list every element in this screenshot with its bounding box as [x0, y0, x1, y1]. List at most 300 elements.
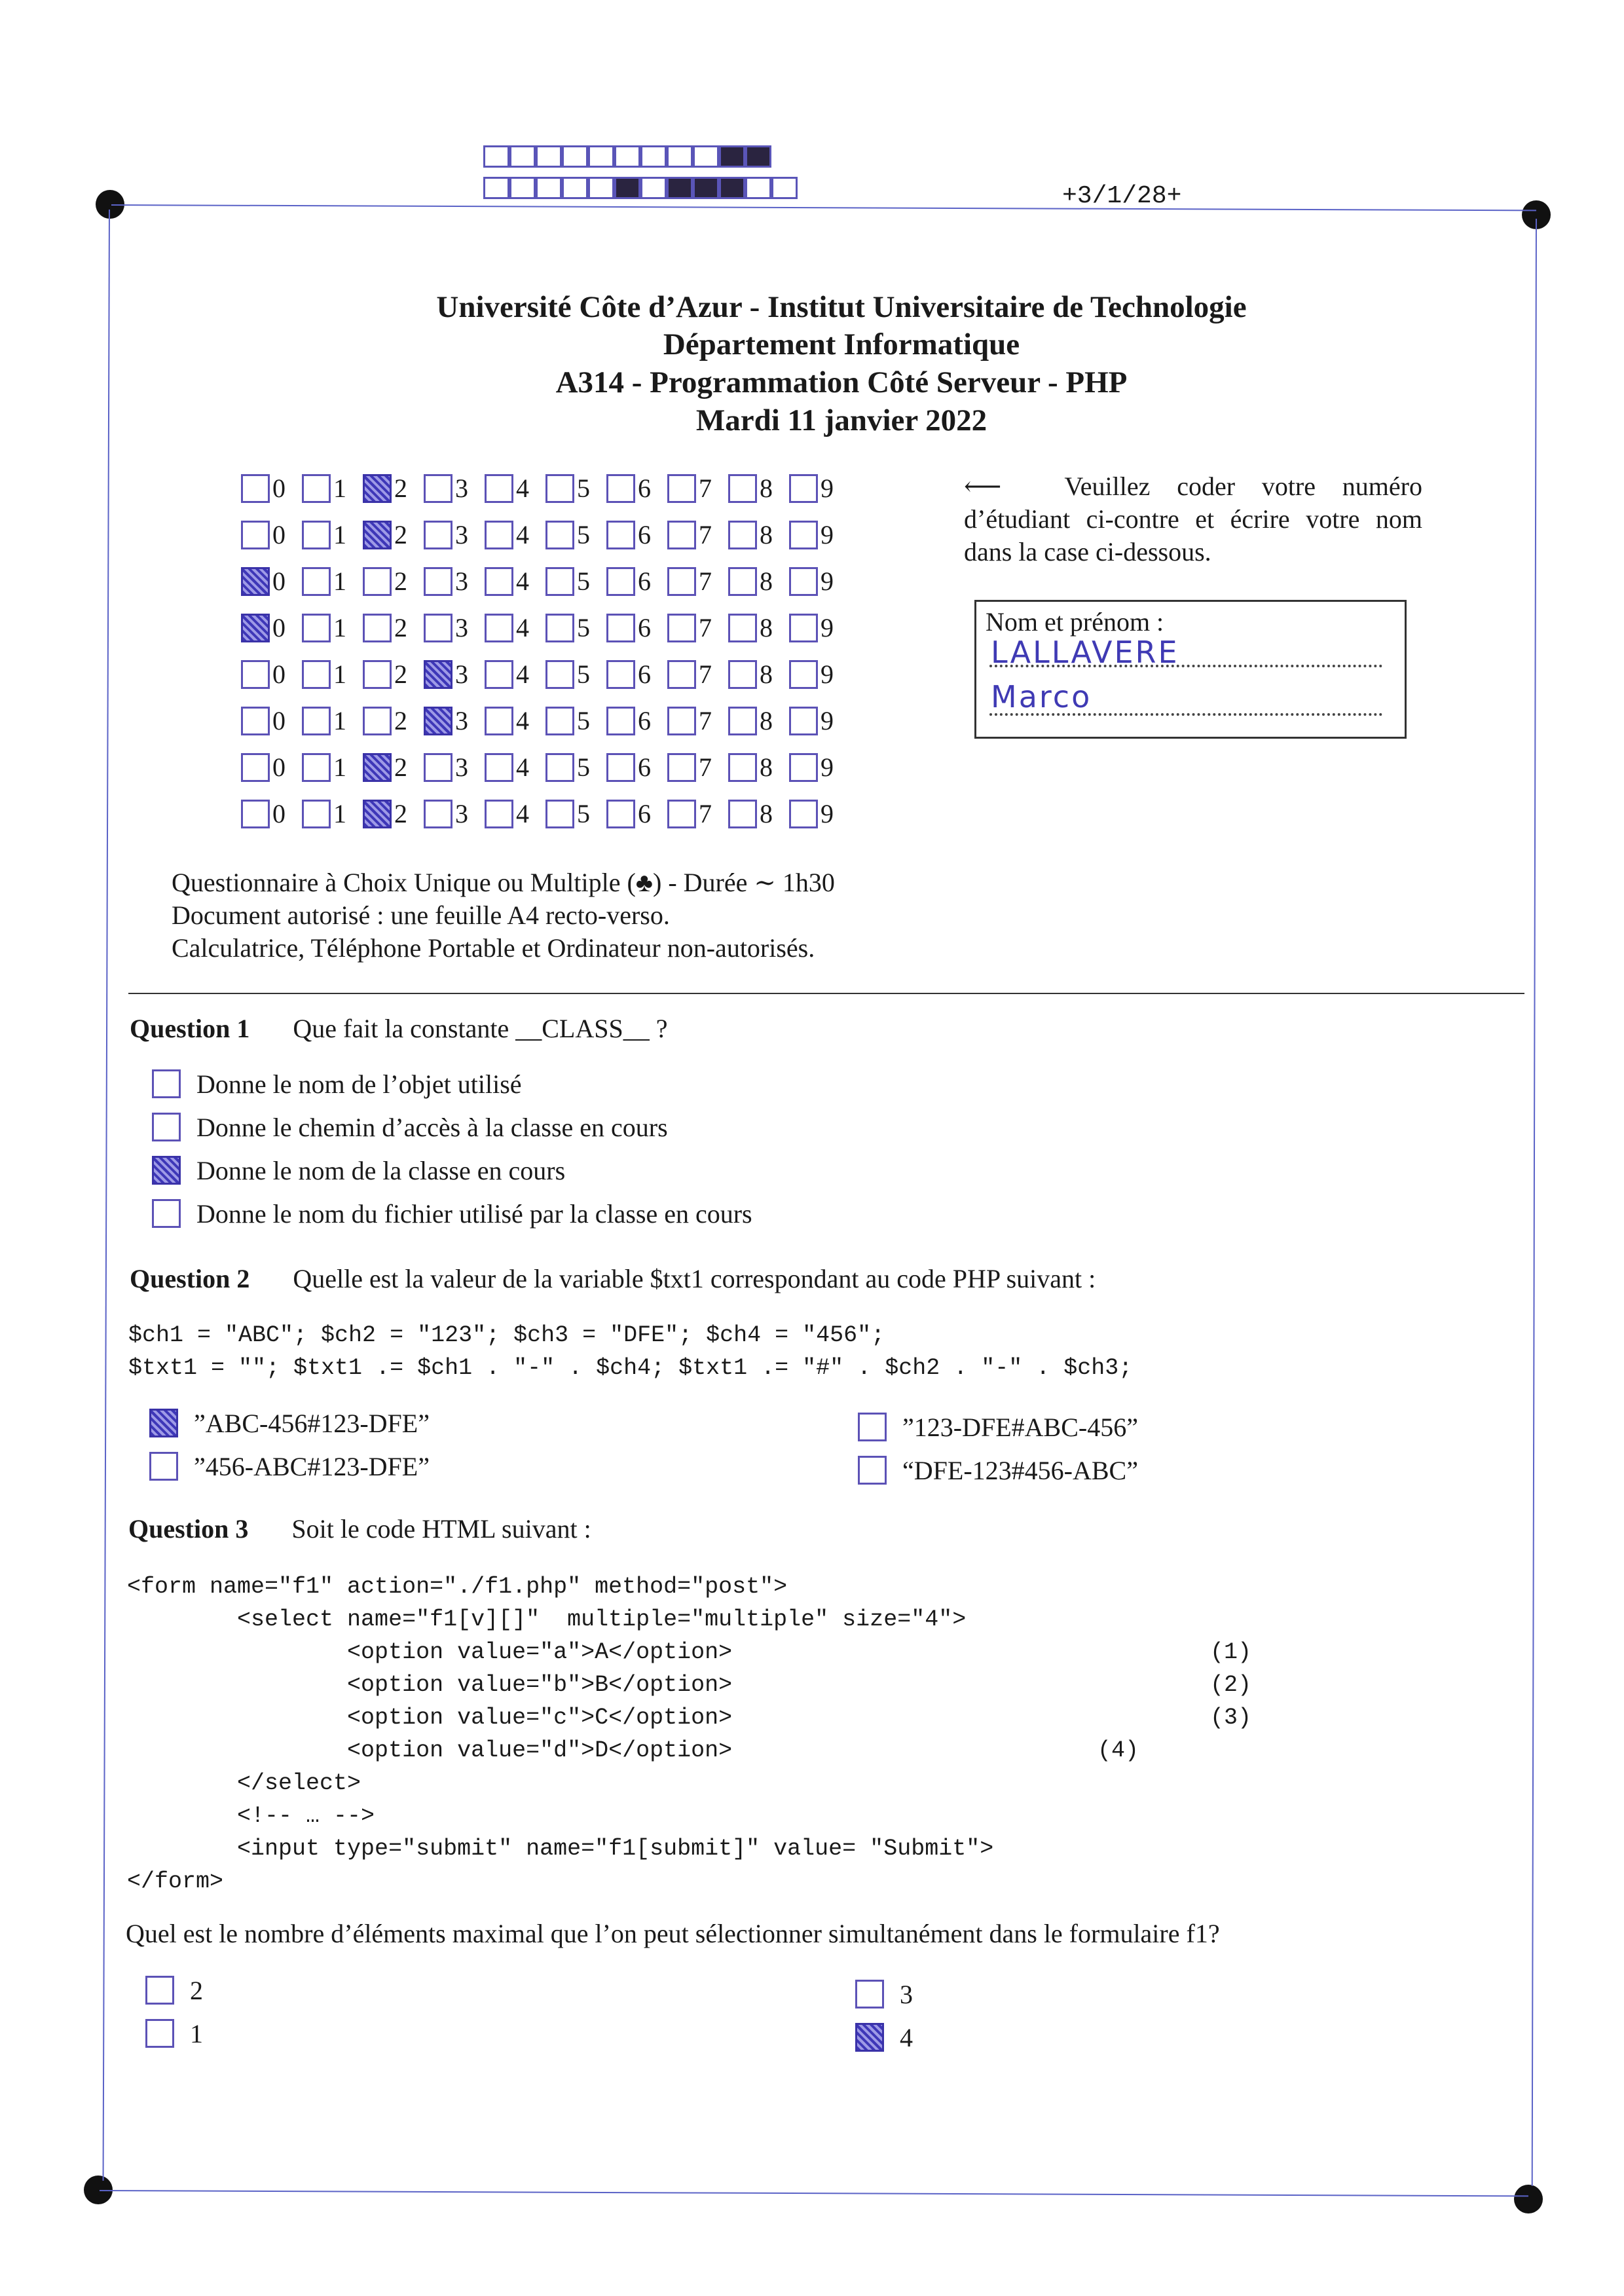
- digit-label: 5: [577, 799, 590, 828]
- digit-checkbox[interactable]: [789, 474, 818, 503]
- answer-checkbox[interactable]: [858, 1456, 887, 1485]
- scanner-code-cell: [693, 145, 719, 168]
- digit-label: 5: [577, 520, 590, 549]
- marker-1: (1): [1210, 1639, 1252, 1665]
- answer-option[interactable]: [855, 1972, 913, 2016]
- digit-checkbox[interactable]: [728, 614, 757, 642]
- digit-option: [789, 697, 850, 744]
- code-line: <form name="f1" action="./f1.php" method="post">: [127, 1574, 788, 1600]
- digit-option: [424, 697, 485, 744]
- digit-checkbox[interactable]: [363, 660, 392, 689]
- digit-checkbox[interactable]: [485, 753, 513, 782]
- scanner-code-cell: [667, 145, 693, 168]
- question-2-label: Question 2: [130, 1264, 250, 1293]
- answer-option[interactable]: [145, 1969, 203, 2012]
- digit-option: [424, 511, 485, 558]
- digit-option: [667, 744, 728, 790]
- digit-option: [424, 465, 485, 511]
- digit-option: [241, 651, 302, 697]
- digit-checkbox[interactable]: [302, 474, 331, 503]
- digit-checkbox[interactable]: [789, 800, 818, 828]
- answer-text: Donne le nom de la classe en cours: [196, 1155, 566, 1185]
- digit-checkbox[interactable]: [241, 521, 270, 549]
- course-title: A314 - Programmation Côté Serveur - PHP: [555, 365, 1128, 399]
- answer-option[interactable]: [858, 1405, 1138, 1449]
- answer-option[interactable]: [855, 2016, 913, 2059]
- digit-option: [606, 744, 667, 790]
- answer-checkbox[interactable]: [858, 1413, 887, 1441]
- digit-option: [789, 511, 850, 558]
- frame-bottom: [100, 2190, 1528, 2196]
- answer-checkbox[interactable]: [855, 2023, 884, 2052]
- answer-option[interactable]: [152, 1105, 752, 1149]
- student-number-row: [241, 558, 850, 604]
- code-line: <!-- … -->: [127, 1803, 375, 1829]
- digit-option: [728, 651, 789, 697]
- answer-checkbox[interactable]: [145, 2019, 174, 2048]
- digit-checkbox[interactable]: [789, 521, 818, 549]
- digit-option: [728, 558, 789, 604]
- digit-option: [241, 511, 302, 558]
- answer-text: “DFE-123#456-ABC”: [902, 1455, 1138, 1485]
- digit-checkbox[interactable]: [302, 800, 331, 828]
- digit-checkbox[interactable]: [606, 614, 635, 642]
- question-3-question: Quel est le nombre d’éléments maximal que l’on peut sélectionner simultanément dans le formulaire f1?: [126, 1919, 1220, 1948]
- digit-checkbox[interactable]: [424, 800, 452, 828]
- marker-3: (3): [1210, 1705, 1252, 1731]
- digit-checkbox[interactable]: [302, 707, 331, 735]
- scanner-code-cell: [745, 177, 771, 199]
- digit-checkbox[interactable]: [241, 567, 270, 596]
- digit-option: [545, 651, 606, 697]
- university-title: Université Côte d’Azur - Institut Universitaire de Technologie: [436, 290, 1247, 324]
- digit-option: [424, 651, 485, 697]
- answer-text: 4: [900, 2022, 913, 2052]
- digit-label: 3: [455, 706, 468, 735]
- digit-checkbox[interactable]: [667, 521, 696, 549]
- name-label: Nom et prénom :: [986, 607, 1164, 637]
- frame-right: [1532, 219, 1537, 2186]
- digit-label: 8: [760, 473, 773, 503]
- digit-option: [728, 744, 789, 790]
- digit-checkbox[interactable]: [606, 567, 635, 596]
- digit-checkbox[interactable]: [728, 521, 757, 549]
- answer-checkbox[interactable]: [145, 1976, 174, 2005]
- digit-option: [241, 465, 302, 511]
- digit-label: 4: [516, 613, 529, 642]
- digit-option: [667, 790, 728, 837]
- digit-label: 0: [272, 520, 286, 549]
- digit-label: 2: [394, 520, 407, 549]
- digit-label: 4: [516, 520, 529, 549]
- digit-label: 7: [699, 473, 712, 503]
- answer-checkbox[interactable]: [149, 1409, 178, 1437]
- digit-label: 7: [699, 799, 712, 828]
- digit-option: [606, 790, 667, 837]
- digit-option: [485, 790, 545, 837]
- digit-label: 3: [455, 520, 468, 549]
- digit-checkbox[interactable]: [241, 660, 270, 689]
- scanner-code-cell: [588, 177, 614, 199]
- answer-checkbox[interactable]: [152, 1069, 181, 1098]
- digit-checkbox[interactable]: [728, 660, 757, 689]
- digit-checkbox[interactable]: [728, 707, 757, 735]
- scanner-code-cell: [640, 145, 667, 168]
- digit-option: [545, 744, 606, 790]
- answer-text: 1: [190, 2018, 203, 2048]
- digit-checkbox[interactable]: [728, 800, 757, 828]
- digit-label: 2: [394, 752, 407, 782]
- digit-option: [606, 511, 667, 558]
- digit-checkbox[interactable]: [667, 614, 696, 642]
- digit-checkbox[interactable]: [424, 567, 452, 596]
- digit-label: 7: [699, 613, 712, 642]
- question-2-header: [130, 1263, 1096, 1295]
- digit-option: [302, 558, 363, 604]
- question-3-header: [128, 1513, 591, 1546]
- digit-option: [667, 697, 728, 744]
- digit-checkbox[interactable]: [606, 707, 635, 735]
- digit-checkbox[interactable]: [545, 474, 574, 503]
- digit-label: 4: [516, 659, 529, 689]
- digit-checkbox[interactable]: [667, 660, 696, 689]
- question-2-options-left: [149, 1401, 430, 1488]
- scanner-code-row-1: [483, 145, 798, 168]
- question-1-label: Question 1: [130, 1014, 250, 1043]
- answer-checkbox[interactable]: [149, 1452, 178, 1481]
- digit-label: 1: [333, 706, 346, 735]
- exam-date: Mardi 11 janvier 2022: [695, 403, 987, 437]
- digit-checkbox[interactable]: [363, 614, 392, 642]
- registration-mark-bottom-right: [1514, 2185, 1543, 2213]
- digit-checkbox[interactable]: [241, 474, 270, 503]
- digit-option: [728, 604, 789, 651]
- digit-option: [363, 790, 424, 837]
- digit-option: [302, 511, 363, 558]
- answer-option[interactable]: [149, 1401, 430, 1445]
- digit-option: [728, 697, 789, 744]
- name-box: [974, 600, 1407, 739]
- digit-option: [363, 604, 424, 651]
- digit-checkbox[interactable]: [728, 567, 757, 596]
- digit-label: 5: [577, 706, 590, 735]
- digit-option: [667, 465, 728, 511]
- digit-label: 6: [638, 752, 651, 782]
- digit-checkbox[interactable]: [485, 614, 513, 642]
- department-title: Département Informatique: [663, 327, 1020, 361]
- digit-checkbox[interactable]: [667, 800, 696, 828]
- scanner-code-cell: [719, 177, 745, 199]
- digit-checkbox[interactable]: [302, 614, 331, 642]
- digit-checkbox[interactable]: [606, 474, 635, 503]
- instructions-text: Veuillez coder votre numéro d’étudiant ci-contre et écrire votre nom dans la case ci-dessous.: [964, 472, 1422, 566]
- digit-label: 4: [516, 752, 529, 782]
- scanner-code-cell: [614, 145, 640, 168]
- digit-label: 3: [455, 752, 468, 782]
- answer-text: ”ABC-456#123-DFE”: [194, 1408, 430, 1438]
- digit-label: 4: [516, 566, 529, 596]
- digit-checkbox[interactable]: [424, 753, 452, 782]
- scanner-code-cell: [588, 145, 614, 168]
- answer-text: 3: [900, 1979, 913, 2009]
- question-1-text: Que fait la constante __CLASS__ ?: [293, 1014, 668, 1043]
- digit-checkbox[interactable]: [606, 660, 635, 689]
- digit-checkbox[interactable]: [485, 474, 513, 503]
- answer-option[interactable]: [152, 1062, 752, 1105]
- scanner-code-cell: [509, 177, 536, 199]
- last-name-handwritten[interactable]: LALLAVERE: [991, 635, 1179, 670]
- digit-checkbox[interactable]: [424, 521, 452, 549]
- scanner-code-cell: [667, 177, 693, 199]
- digit-label: 9: [821, 659, 834, 689]
- digit-label: 6: [638, 659, 651, 689]
- answer-option[interactable]: [149, 1445, 430, 1488]
- digit-option: [545, 604, 606, 651]
- digit-label: 2: [394, 706, 407, 735]
- digit-option: [241, 790, 302, 837]
- digit-option: [424, 744, 485, 790]
- digit-checkbox[interactable]: [485, 660, 513, 689]
- digit-checkbox[interactable]: [545, 660, 574, 689]
- digit-label: 5: [577, 473, 590, 503]
- digit-label: 2: [394, 473, 407, 503]
- digit-label: 1: [333, 659, 346, 689]
- digit-label: 8: [760, 659, 773, 689]
- student-number-row: [241, 465, 850, 511]
- digit-option: [302, 744, 363, 790]
- digit-label: 2: [394, 613, 407, 642]
- scanner-code-cell: [719, 145, 745, 168]
- digit-option: [545, 558, 606, 604]
- digit-checkbox[interactable]: [545, 567, 574, 596]
- digit-option: [606, 558, 667, 604]
- digit-label: 6: [638, 613, 651, 642]
- digit-checkbox[interactable]: [302, 521, 331, 549]
- digit-label: 8: [760, 752, 773, 782]
- digit-option: [545, 511, 606, 558]
- answer-checkbox[interactable]: [152, 1199, 181, 1228]
- answer-checkbox[interactable]: [152, 1156, 181, 1185]
- frame-left: [103, 210, 110, 2181]
- question-3-options-left: [145, 1969, 203, 2055]
- digit-checkbox[interactable]: [789, 567, 818, 596]
- digit-option: [363, 697, 424, 744]
- scanner-code-cell: [562, 177, 588, 199]
- question-2-options-right: [858, 1405, 1138, 1492]
- digit-option: [789, 604, 850, 651]
- digit-label: 6: [638, 799, 651, 828]
- arrow-left-icon: ⟵: [964, 472, 1002, 501]
- digit-option: [485, 511, 545, 558]
- digit-label: 0: [272, 473, 286, 503]
- digit-checkbox[interactable]: [789, 660, 818, 689]
- code-line: </select>: [127, 1770, 361, 1796]
- digit-option: [424, 558, 485, 604]
- digit-checkbox[interactable]: [241, 800, 270, 828]
- answer-option[interactable]: [858, 1449, 1138, 1492]
- digit-option: [241, 697, 302, 744]
- digit-checkbox[interactable]: [667, 753, 696, 782]
- code-line: <option value="d">D</option>: [127, 1737, 733, 1764]
- student-number-row: [241, 511, 850, 558]
- digit-checkbox[interactable]: [485, 567, 513, 596]
- answer-checkbox[interactable]: [152, 1113, 181, 1141]
- digit-option: [606, 651, 667, 697]
- digit-checkbox[interactable]: [545, 753, 574, 782]
- digit-checkbox[interactable]: [424, 707, 452, 735]
- digit-option: [363, 511, 424, 558]
- digit-checkbox[interactable]: [789, 614, 818, 642]
- digit-checkbox[interactable]: [302, 567, 331, 596]
- digit-checkbox[interactable]: [667, 707, 696, 735]
- digit-option: [728, 465, 789, 511]
- question-3-label: Question 3: [128, 1514, 249, 1544]
- coding-instructions: [964, 470, 1422, 568]
- digit-option: [302, 604, 363, 651]
- answer-option[interactable]: [152, 1192, 752, 1235]
- digit-checkbox[interactable]: [485, 707, 513, 735]
- digit-label: 9: [821, 473, 834, 503]
- digit-option: [545, 790, 606, 837]
- digit-checkbox[interactable]: [241, 707, 270, 735]
- digit-checkbox[interactable]: [241, 614, 270, 642]
- question-2-code-line-1: $ch1 = "ABC"; $ch2 = "123"; $ch3 = "DFE"; $ch4 = "456";: [128, 1322, 885, 1348]
- answer-option[interactable]: [145, 2012, 203, 2055]
- digit-checkbox[interactable]: [545, 800, 574, 828]
- digit-checkbox[interactable]: [606, 753, 635, 782]
- code-line: <option value="a">A</option>: [127, 1639, 733, 1665]
- digit-checkbox[interactable]: [363, 474, 392, 503]
- digit-option: [606, 465, 667, 511]
- answer-text: Donne le nom du fichier utilisé par la classe en cours: [196, 1198, 752, 1229]
- digit-checkbox[interactable]: [789, 753, 818, 782]
- digit-option: [728, 511, 789, 558]
- digit-option: [485, 744, 545, 790]
- digit-label: 9: [821, 706, 834, 735]
- answer-text: Donne le chemin d’accès à la classe en cours: [196, 1112, 668, 1142]
- question-3-code: [127, 1570, 993, 1898]
- answer-checkbox[interactable]: [855, 1980, 884, 2009]
- scanner-code: [483, 145, 798, 199]
- digit-option: [667, 604, 728, 651]
- digit-option: [241, 744, 302, 790]
- digit-option: [789, 744, 850, 790]
- digit-label: 7: [699, 520, 712, 549]
- student-number-row: [241, 790, 850, 837]
- digit-option: [485, 697, 545, 744]
- question-3-options-right: [855, 1972, 913, 2059]
- digit-checkbox[interactable]: [606, 521, 635, 549]
- digit-checkbox[interactable]: [485, 521, 513, 549]
- digit-label: 5: [577, 659, 590, 689]
- first-name-handwritten[interactable]: Marco: [991, 679, 1092, 714]
- digit-option: [485, 465, 545, 511]
- digit-label: 6: [638, 706, 651, 735]
- digit-option: [302, 790, 363, 837]
- digit-label: 4: [516, 799, 529, 828]
- digit-label: 9: [821, 613, 834, 642]
- digit-option: [302, 465, 363, 511]
- digit-checkbox[interactable]: [728, 474, 757, 503]
- digit-checkbox[interactable]: [667, 474, 696, 503]
- digit-label: 0: [272, 752, 286, 782]
- digit-option: [789, 465, 850, 511]
- digit-checkbox[interactable]: [302, 660, 331, 689]
- digit-label: 2: [394, 566, 407, 596]
- digit-checkbox[interactable]: [485, 800, 513, 828]
- digit-option: [485, 558, 545, 604]
- digit-label: 1: [333, 613, 346, 642]
- digit-option: [545, 697, 606, 744]
- student-number-row: [241, 744, 850, 790]
- digit-checkbox[interactable]: [363, 753, 392, 782]
- digit-label: 5: [577, 752, 590, 782]
- digit-checkbox[interactable]: [789, 707, 818, 735]
- digit-checkbox[interactable]: [606, 800, 635, 828]
- digit-checkbox[interactable]: [545, 521, 574, 549]
- digit-checkbox[interactable]: [424, 660, 452, 689]
- answer-option[interactable]: [152, 1149, 752, 1192]
- scanner-code-cell: [771, 177, 798, 199]
- digit-checkbox[interactable]: [545, 707, 574, 735]
- question-3-text: Soit le code HTML suivant :: [291, 1514, 591, 1544]
- question-1-header: [130, 1012, 667, 1045]
- digit-option: [667, 558, 728, 604]
- student-number-row: [241, 651, 850, 697]
- digit-checkbox[interactable]: [363, 707, 392, 735]
- scanner-code-cell: [562, 145, 588, 168]
- digit-option: [363, 465, 424, 511]
- digit-label: 3: [455, 799, 468, 828]
- digit-option: [545, 465, 606, 511]
- digit-checkbox[interactable]: [545, 614, 574, 642]
- digit-checkbox[interactable]: [363, 567, 392, 596]
- scanner-code-cell: [745, 145, 771, 168]
- digit-checkbox[interactable]: [728, 753, 757, 782]
- digit-checkbox[interactable]: [424, 474, 452, 503]
- digit-option: [241, 558, 302, 604]
- digit-checkbox[interactable]: [363, 800, 392, 828]
- question-2-code-line-2: $txt1 = ""; $txt1 .= $ch1 . "-" . $ch4; $txt1 .= "#" . $ch2 . "-" . $ch3;: [128, 1355, 1133, 1381]
- question-2-text: Quelle est la valeur de la variable $txt1 correspondant au code PHP suivant :: [293, 1264, 1096, 1293]
- question-1-options: [152, 1062, 752, 1235]
- digit-checkbox[interactable]: [241, 753, 270, 782]
- digit-label: 9: [821, 752, 834, 782]
- digit-label: 6: [638, 473, 651, 503]
- digit-label: 7: [699, 706, 712, 735]
- digit-label: 0: [272, 799, 286, 828]
- digit-label: 1: [333, 752, 346, 782]
- scanner-code-cell: [640, 177, 667, 199]
- digit-label: 9: [821, 799, 834, 828]
- digit-option: [363, 744, 424, 790]
- digit-label: 5: [577, 613, 590, 642]
- digit-label: 0: [272, 566, 286, 596]
- digit-label: 6: [638, 566, 651, 596]
- digit-checkbox[interactable]: [302, 753, 331, 782]
- digit-label: 4: [516, 706, 529, 735]
- student-number-grid: [241, 465, 850, 837]
- digit-checkbox[interactable]: [424, 614, 452, 642]
- digit-label: 1: [333, 520, 346, 549]
- digit-option: [606, 697, 667, 744]
- digit-option: [789, 558, 850, 604]
- answer-text: ”123-DFE#ABC-456”: [902, 1412, 1138, 1442]
- digit-label: 8: [760, 706, 773, 735]
- digit-option: [424, 604, 485, 651]
- digit-checkbox[interactable]: [363, 521, 392, 549]
- digit-checkbox[interactable]: [667, 567, 696, 596]
